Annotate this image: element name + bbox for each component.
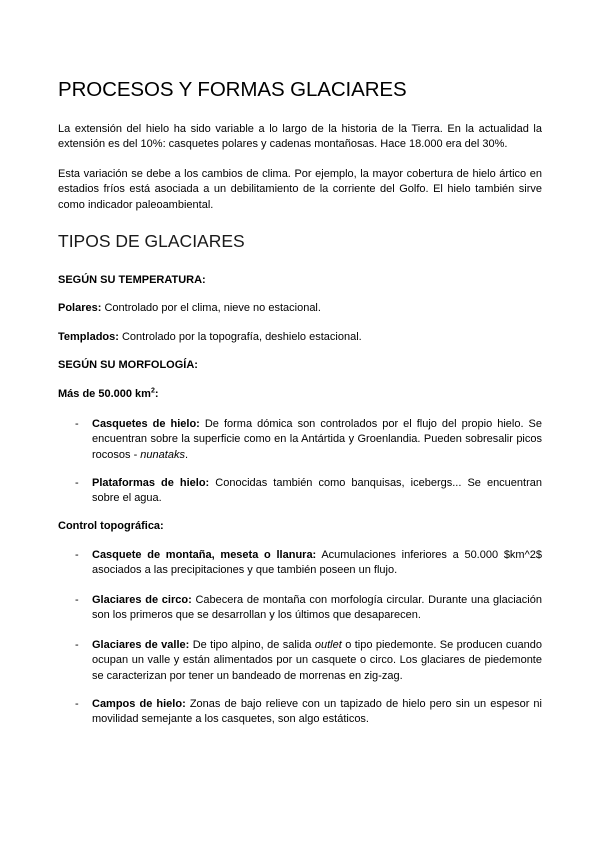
list-dash: - [75, 549, 79, 561]
templados-paragraph [58, 330, 542, 345]
casquetes-text: De forma dómica son controlados por el flujo del propio hielo. Se encuentran sobre la superficie como en la Antártida y Groenlandia. Pueden sobresalir picos rocosos - [92, 418, 542, 461]
campos-text: Zonas de bajo relieve con un tapizado de hielo pero sin un espesor ni movilidad semejante a los casquetes, son algo estáticos. [92, 698, 542, 726]
polares-term: Polares: [58, 302, 102, 314]
valle-term: Glaciares de valle: [92, 639, 190, 651]
polares-text: Controlado por el clima, nieve no estacional. [101, 302, 321, 314]
mas-prefix: Más de 50.000 km [58, 388, 151, 400]
list-dash: - [75, 698, 79, 710]
list-dash: - [75, 418, 79, 430]
section-title: TIPOS DE GLACIARES [58, 231, 245, 251]
list-item-plataformas [75, 476, 542, 507]
intro-paragraph-1: La extensión del hielo ha sido variable a lo largo de la historia de la Tierra. En la actualidad la extensión es del 10%: casquetes polares y cadenas montañosas. Hace 18.000 era del 30%. [58, 123, 542, 151]
page-title: PROCESOS Y FORMAS GLACIARES [58, 78, 407, 101]
mas-superscript: 2 [150, 387, 155, 395]
list-item-circo [75, 593, 542, 624]
valle-text-1: De tipo alpino, de salida [189, 639, 315, 651]
valle-italic: outlet [314, 639, 342, 651]
templados-term: Templados: [58, 331, 119, 343]
morphology-heading: SEGÚN SU MORFOLOGÍA: [58, 359, 198, 371]
montana-term: Casquete de montaña, meseta o llanura: [92, 549, 317, 561]
mas-suffix: : [154, 388, 159, 400]
list-dash: - [75, 594, 79, 606]
control-topografico-heading: Control topográfica: [58, 520, 164, 532]
montana-text: Acumulaciones inferiores a 50.000 $km^2$ asociados a las precipitaciones y que también poseen un flujo. [92, 549, 542, 577]
list-item-valle [75, 638, 542, 684]
casquetes-italic: nunataks [140, 448, 185, 461]
list-item-casquetes [75, 417, 542, 463]
intro-paragraph-2: Esta variación se debe a los cambios de clima. Por ejemplo, la mayor cobertura de hielo ártico en estadios fríos está asociada a un debilitamiento de la corriente del Golfo. El hielo también sirve como indicador paleoambiental. [58, 168, 542, 211]
campos-term: Campos de hielo: [92, 698, 186, 710]
plataformas-text: Conocidas también como banquisas, icebergs... Se encuentran sobre el agua. [92, 477, 542, 505]
list-item-montana [75, 548, 542, 579]
list-item-campos [75, 697, 542, 728]
circo-term: Glaciares de circo: [92, 594, 192, 606]
polares-paragraph [58, 301, 542, 316]
list-dash: - [75, 639, 79, 651]
valle-text-2: o tipo piedemonte. Se producen cuando ocupan un valle y están alimentados por un casquete o circo. Los glaciares de piedemonte se caracterizan por tener un bandeado de morrenas en zig-zag. [92, 639, 542, 682]
plataformas-term: Plataformas de hielo: [92, 477, 210, 489]
casquetes-end: . [184, 448, 189, 461]
templados-text: Controlado por la topografía, deshielo estacional. [118, 331, 362, 343]
circo-text: Cabecera de montaña con morfología circular. Durante una glaciación son los primeros que se desarrollan y los últimos que desaparecen. [92, 594, 542, 622]
list-dash: - [75, 477, 79, 489]
casquetes-term: Casquetes de hielo: [92, 418, 200, 430]
mas-50000-heading [58, 387, 159, 402]
temperature-heading: SEGÚN SU TEMPERATURA: [58, 274, 206, 286]
